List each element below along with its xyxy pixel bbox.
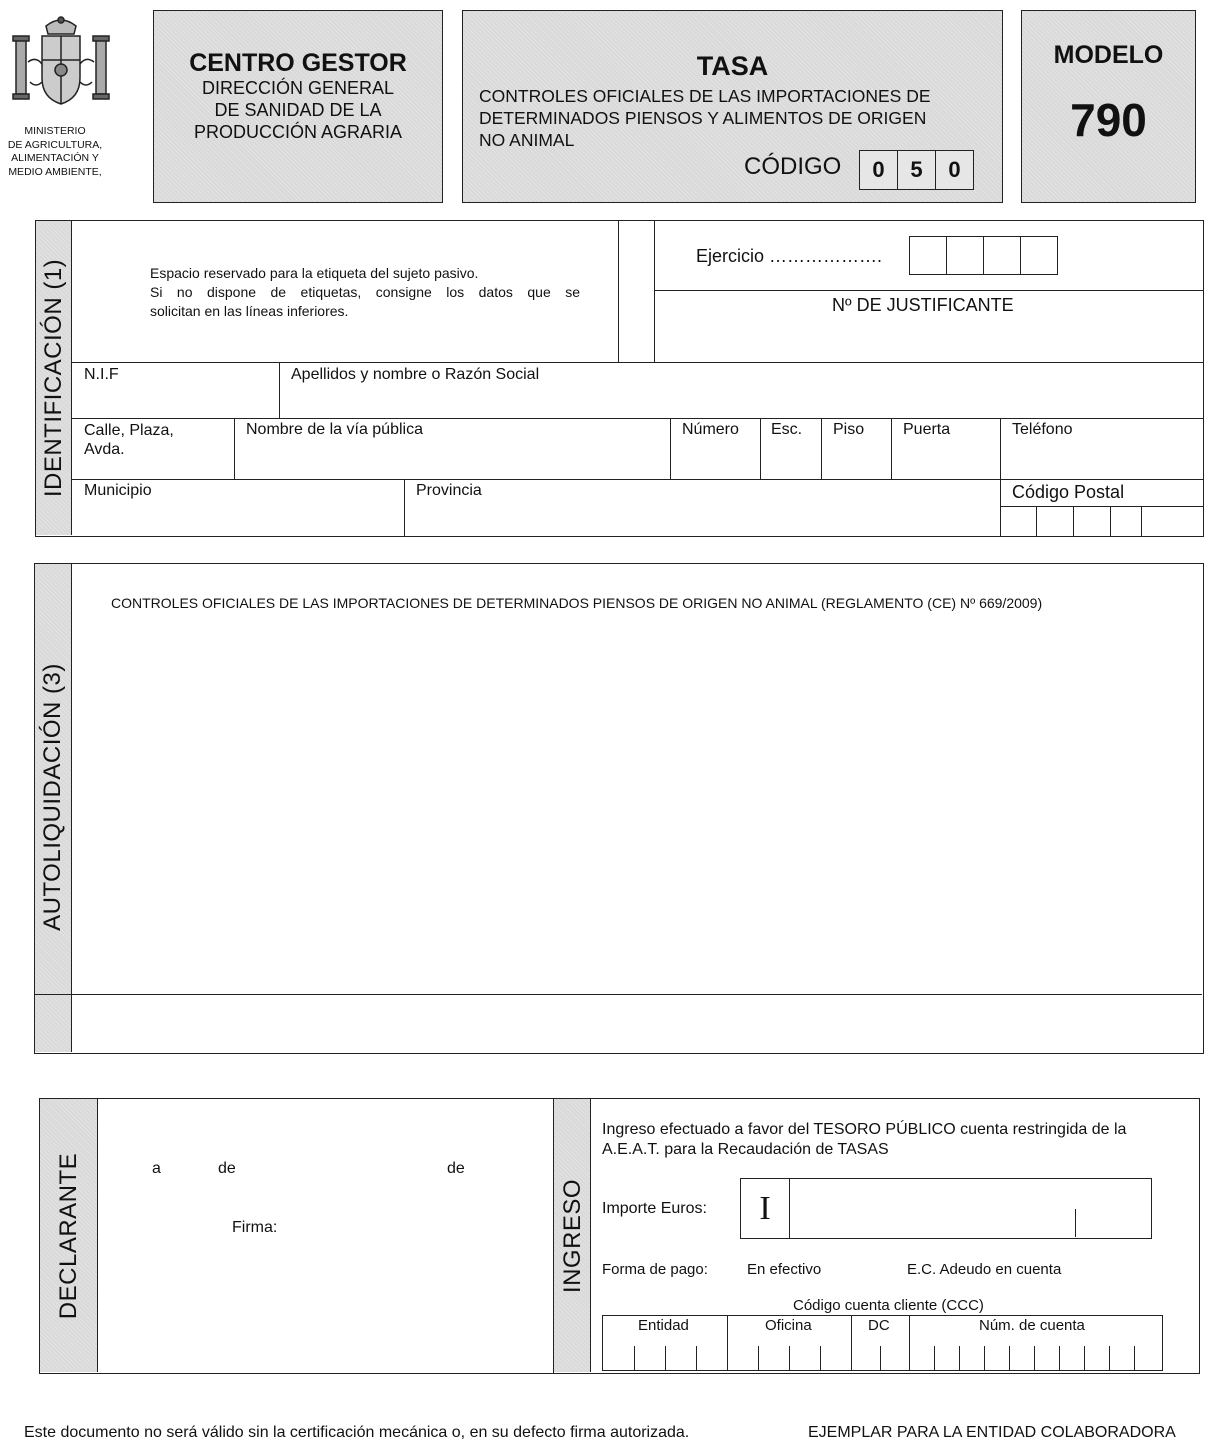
modelo-number: 790 (1070, 94, 1147, 146)
ingreso-text (602, 1120, 1126, 1160)
efectivo-option[interactable]: En efectivo (747, 1261, 822, 1278)
esc-label: Esc. (771, 421, 803, 438)
footer-validity-note: Este documento no será válido sin la certificación mecánica o, en su defecto firma autorizada. (24, 1424, 690, 1441)
codigo-postal-input[interactable] (1001, 507, 1203, 536)
coat-of-arms-icon (8, 12, 114, 112)
ejercicio-input[interactable] (909, 236, 1058, 275)
codigo-label: CÓDIGO (744, 153, 842, 180)
ccc-title: Código cuenta cliente (CCC) (793, 1297, 984, 1314)
ccc-input[interactable] (602, 1315, 1163, 1371)
label-reserved-space (150, 264, 580, 321)
declarante-de-1: de (218, 1160, 236, 1177)
label-space-line: Si no dispone de etiquetas, consigne los datos que se (150, 284, 580, 300)
calle-line: Avda. (84, 441, 125, 458)
calle-label (84, 421, 174, 459)
place-input[interactable] (102, 1154, 150, 1180)
tasa-line: NO ANIMAL (479, 130, 575, 150)
identificacion-section (35, 220, 1204, 537)
tasa-title: TASA (696, 51, 769, 81)
signature-area[interactable] (102, 1244, 548, 1369)
centro-gestor-line: PRODUCCIÓN AGRARIA (193, 122, 403, 142)
telefono-label: Teléfono (1012, 421, 1073, 438)
firma-label: Firma: (232, 1219, 278, 1236)
entidad-label: Entidad (638, 1317, 689, 1334)
importe-input[interactable] (740, 1178, 1152, 1239)
calle-line: Calle, Plaza, (84, 422, 174, 439)
label-space-line: Espacio reservado para la etiqueta del sujeto pasivo. (150, 265, 479, 281)
ministry-line: ALIMENTACIÓN Y (11, 152, 99, 164)
ministry-line: MINISTERIO (24, 125, 86, 137)
importe-prefix: I (741, 1179, 790, 1238)
apellidos-label: Apellidos y nombre o Razón Social (291, 366, 540, 383)
codigo-postal-label: Código Postal (1012, 482, 1125, 502)
identificacion-side-label: IDENTIFICACIÓN (1) (40, 258, 67, 498)
centro-gestor-line: DE SANIDAD DE LA (214, 100, 382, 120)
municipio-label: Municipio (84, 482, 152, 499)
tasa-line: DETERMINADOS PIENSOS Y ALIMENTOS DE ORIGEN (479, 108, 927, 128)
autoliquidacion-section (34, 563, 1204, 1054)
month-input[interactable] (245, 1154, 443, 1180)
autoliquidacion-heading: CONTROLES OFICIALES DE LAS IMPORTACIONES DE DETERMINADOS PIENSOS DE ORIGEN NO ANIMAL (REGLAMENTO (CE) Nº 669/2009) (111, 595, 1043, 611)
declarante-a: a (152, 1160, 161, 1177)
autoliquidacion-side-label: AUTOLIQUIDACIÓN (3) (39, 663, 66, 931)
codigo-digit: 0 (860, 151, 898, 189)
justificante-label: Nº DE JUSTIFICANTE (832, 295, 1014, 315)
modelo-label: MODELO (1053, 41, 1164, 69)
oficina-label: Oficina (765, 1317, 812, 1334)
adeudo-option[interactable]: E.C. Adeudo en cuenta (907, 1261, 1062, 1278)
codigo-digits (859, 150, 974, 190)
day-input[interactable] (168, 1154, 216, 1180)
declarante-de-2: de (447, 1160, 465, 1177)
num-cuenta-label: Núm. de cuenta (979, 1317, 1085, 1334)
tasa-box (462, 10, 1003, 203)
ingreso-side-label: INGRESO (559, 1178, 586, 1294)
label-space-line: solicitan en las líneas inferiores. (150, 303, 349, 319)
importe-label: Importe Euros: (602, 1200, 707, 1217)
centro-gestor-box (153, 10, 443, 203)
ingreso-section (553, 1098, 1200, 1374)
piso-label: Piso (833, 421, 865, 438)
declarante-section (39, 1098, 554, 1374)
ministry-name (0, 125, 110, 179)
ingreso-line: Ingreso efectuado a favor del TESORO PÚBLICO cuenta restringida de la (602, 1121, 1127, 1138)
ejercicio-label: Ejercicio ………………. (696, 246, 883, 266)
autoliquidacion-total-row[interactable] (75, 997, 1200, 1051)
ministry-line: MEDIO AMBIENTE, (8, 165, 102, 178)
tasa-description (479, 85, 931, 151)
numero-label: Número (682, 421, 739, 438)
centro-gestor-line: DIRECCIÓN GENERAL (201, 78, 395, 98)
nif-field[interactable] (73, 386, 278, 416)
via-label: Nombre de la vía pública (246, 421, 423, 438)
declarante-side-label: DECLARANTE (55, 1152, 82, 1320)
nif-label: N.I.F (84, 366, 119, 383)
tasa-line: CONTROLES OFICIALES DE LAS IMPORTACIONES DE (479, 86, 931, 106)
forma-pago-label: Forma de pago: (602, 1261, 708, 1278)
codigo-digit: 5 (898, 151, 936, 189)
codigo-digit: 0 (948, 157, 961, 182)
centro-gestor-title: CENTRO GESTOR (189, 49, 407, 77)
modelo-box (1021, 10, 1196, 203)
provincia-label: Provincia (416, 482, 482, 499)
dc-label: DC (868, 1317, 890, 1334)
puerta-label: Puerta (903, 421, 951, 438)
autoliquidacion-content-area[interactable] (75, 624, 1200, 989)
ingreso-line: A.E.A.T. para la Recaudación de TASAS (602, 1141, 889, 1158)
apellidos-field[interactable] (281, 386, 1201, 416)
footer-copy-note: EJEMPLAR PARA LA ENTIDAD COLABORADORA (808, 1424, 1176, 1441)
year-input[interactable] (472, 1154, 548, 1180)
ministry-line: DE AGRICULTURA, (7, 138, 103, 151)
